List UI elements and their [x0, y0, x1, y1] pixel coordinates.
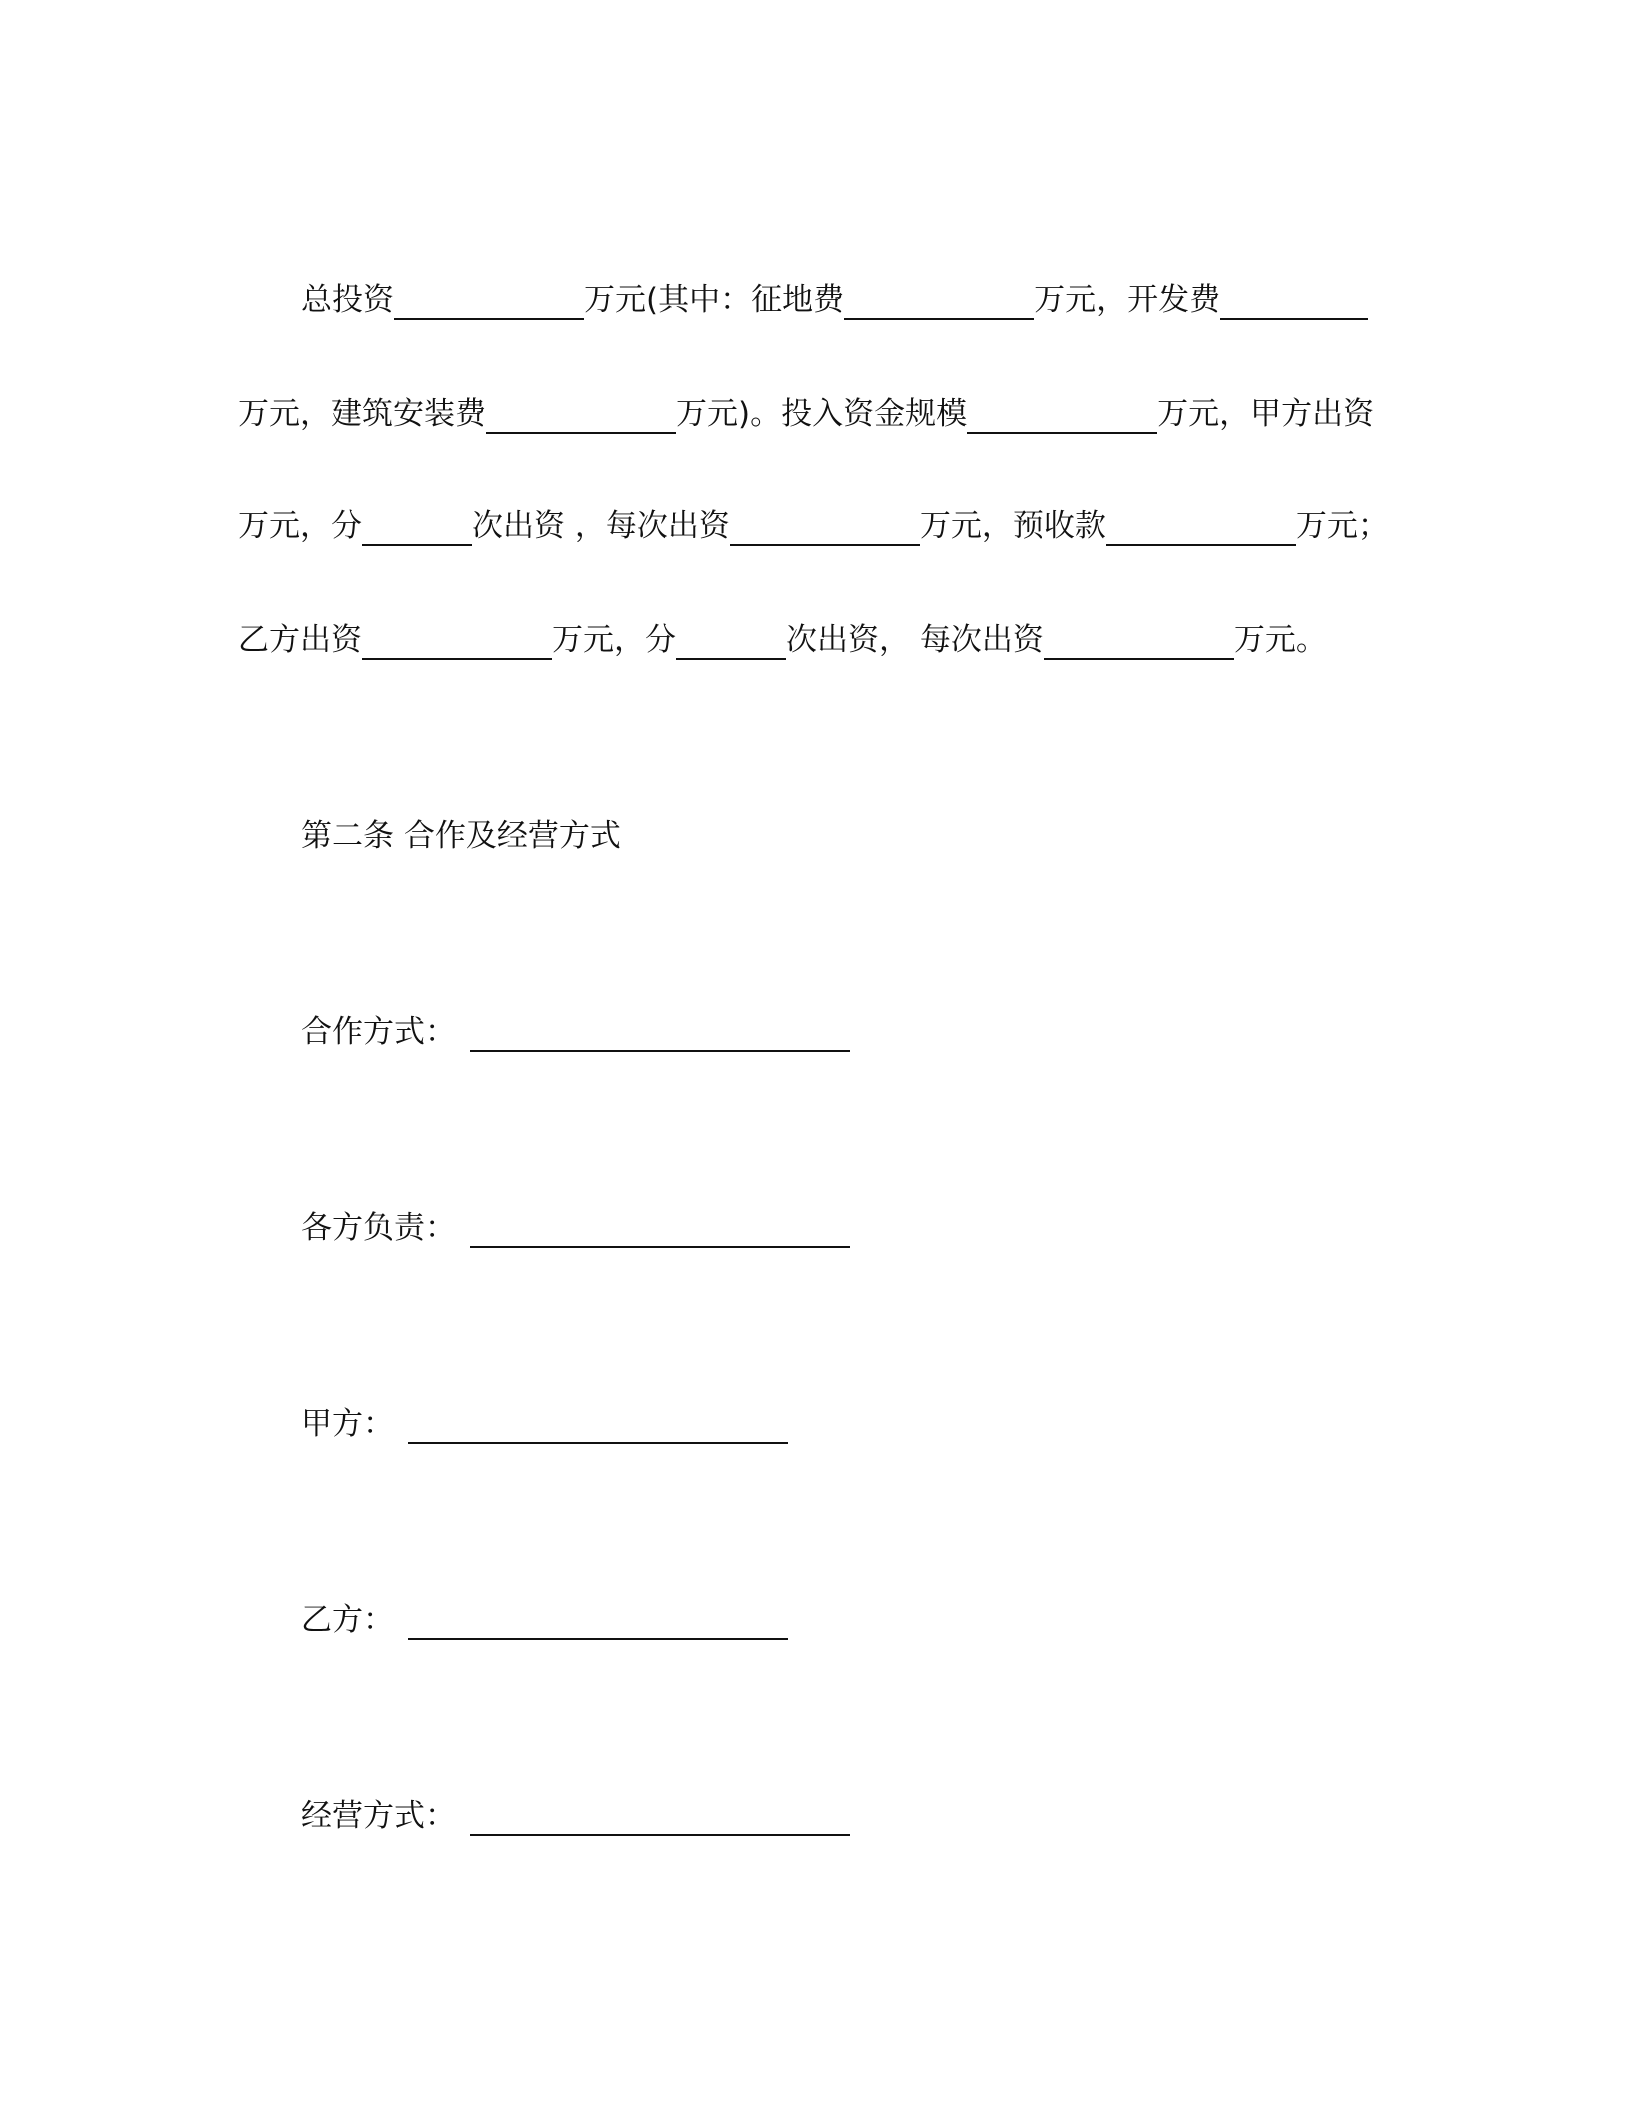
development-fee-blank[interactable] — [1220, 282, 1368, 320]
land-fee-blank[interactable] — [844, 282, 1034, 320]
total-investment-label: 总投资 — [301, 282, 394, 318]
cooperation-mode-blank[interactable] — [470, 1014, 850, 1052]
party-a-per-installment-blank[interactable] — [730, 508, 920, 546]
party-a-row — [301, 1404, 788, 1444]
capital-scale-label: 万元)。投入资金规模 — [676, 396, 968, 432]
party-b-installments-label: 万元，分 — [552, 622, 676, 658]
party-b-installments-blank[interactable] — [676, 622, 786, 660]
party-b-per-installment-label: 次出资， 每次出资 — [786, 622, 1044, 658]
land-fee-label: 万元(其中：征地费 — [584, 282, 845, 318]
responsibilities-blank[interactable] — [470, 1210, 850, 1248]
party-b-per-installment-blank[interactable] — [1044, 622, 1234, 660]
party-a-label: 甲方： — [301, 1406, 394, 1442]
investment-line-4 — [238, 620, 1327, 660]
party-b-row — [301, 1600, 788, 1640]
article-2-heading — [301, 816, 621, 856]
development-fee-label: 万元，开发费 — [1034, 282, 1221, 318]
responsibilities-row — [301, 1208, 850, 1248]
cooperation-mode-label: 合作方式： — [301, 1014, 456, 1050]
party-a-blank[interactable] — [408, 1406, 788, 1444]
operation-mode-blank[interactable] — [470, 1798, 850, 1836]
total-investment-blank[interactable] — [394, 282, 584, 320]
cooperation-mode-row — [301, 1012, 850, 1052]
construction-fee-label: 万元，建筑安装费 — [238, 396, 486, 432]
responsibilities-label: 各方负责： — [301, 1210, 456, 1246]
construction-fee-blank[interactable] — [486, 396, 676, 434]
party-b-contribution-label: 乙方出资 — [238, 622, 362, 658]
operation-mode-row — [301, 1796, 850, 1836]
operation-mode-label: 经营方式： — [301, 1798, 456, 1834]
party-a-installments-label: 万元，分 — [238, 508, 362, 544]
party-a-installments-blank[interactable] — [362, 508, 472, 546]
article-2-heading-text: 第二条 合作及经营方式 — [301, 818, 621, 854]
investment-line-3 — [238, 506, 1389, 546]
investment-line-2 — [238, 394, 1374, 434]
party-b-unit: 万元。 — [1233, 622, 1327, 658]
advance-payment-label: 万元，预收款 — [919, 508, 1106, 544]
advance-payment-blank[interactable] — [1106, 508, 1296, 546]
investment-line-1 — [301, 280, 1368, 320]
party-a-per-installment-label: 次出资 ，每次出资 — [472, 508, 730, 544]
party-b-label: 乙方： — [301, 1602, 394, 1638]
party-b-blank[interactable] — [408, 1602, 788, 1640]
party-b-contribution-blank[interactable] — [362, 622, 552, 660]
advance-payment-unit: 万元； — [1295, 508, 1389, 544]
party-a-contribution-label: 万元，甲方出资 — [1157, 396, 1375, 432]
capital-scale-blank[interactable] — [967, 396, 1157, 434]
